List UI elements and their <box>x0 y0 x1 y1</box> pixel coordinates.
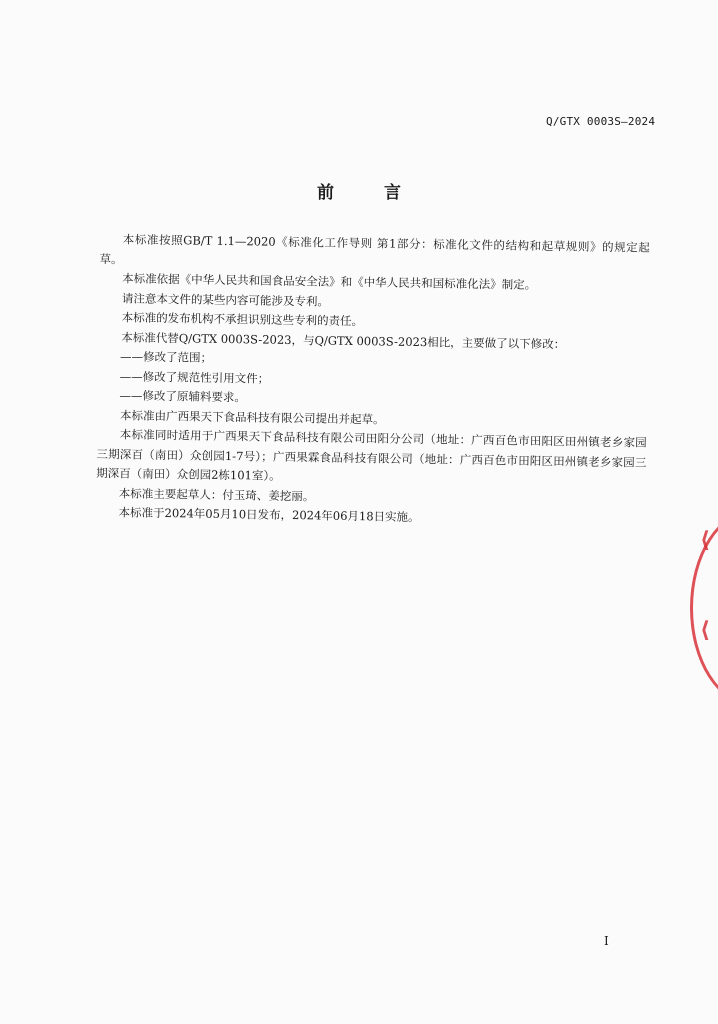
seal-fragment-icon: ⟨ <box>700 618 711 643</box>
document-code: Q/GTX 0003S—2024 <box>546 115 656 128</box>
page-title: 前 言 <box>317 183 423 203</box>
paragraph: 本标准代替Q/GTX 0003S-2023，与Q/GTX 0003S-2023相比，主要做了以下修改： <box>121 329 566 351</box>
seal-fragment-icon: ⟨ <box>700 528 711 553</box>
list-item: ——修改了范围； <box>119 349 213 365</box>
paragraph: 本标准主要起草人：付玉琦、姜挖丽。 <box>118 485 315 503</box>
paragraph: 本标准于2024年05月10日发布，2024年06月18日实施。 <box>118 505 420 525</box>
foreword-body <box>95 230 650 531</box>
paragraph: 请注意本文件的某些内容可能涉及专利。 <box>121 290 330 309</box>
page-number: I <box>604 934 609 948</box>
list-item: ——修改了规范性引用文件； <box>119 368 270 386</box>
paragraph: 本标准依据《中华人民共和国食品安全法》和《中华人民共和国标准化法》制定。 <box>122 271 537 292</box>
paragraph: 本标准由广西果天下食品科技有限公司提出并起草。 <box>119 407 385 426</box>
paragraph: 本标准的发布机构不承担识别这些专利的责任。 <box>121 310 364 329</box>
paragraph: 本标准同时适用于广西果天下食品科技有限公司田阳分公司（地址：广西百色市田阳区田州镇老乡家园三期深百（南田）众创园1-7号）；广西果霖食品科技有限公司（地址：广西百色市田阳区田州镇老乡家园三期深百（南田）众创园2栋101室）。 <box>96 427 647 483</box>
list-item: ——修改了原辅料要求。 <box>119 388 246 405</box>
paragraph: 本标准按照GB/T 1.1—2020《标准化工作导则 第1部分：标准化文件的结构和起草规则》的规定起草。 <box>99 232 650 266</box>
